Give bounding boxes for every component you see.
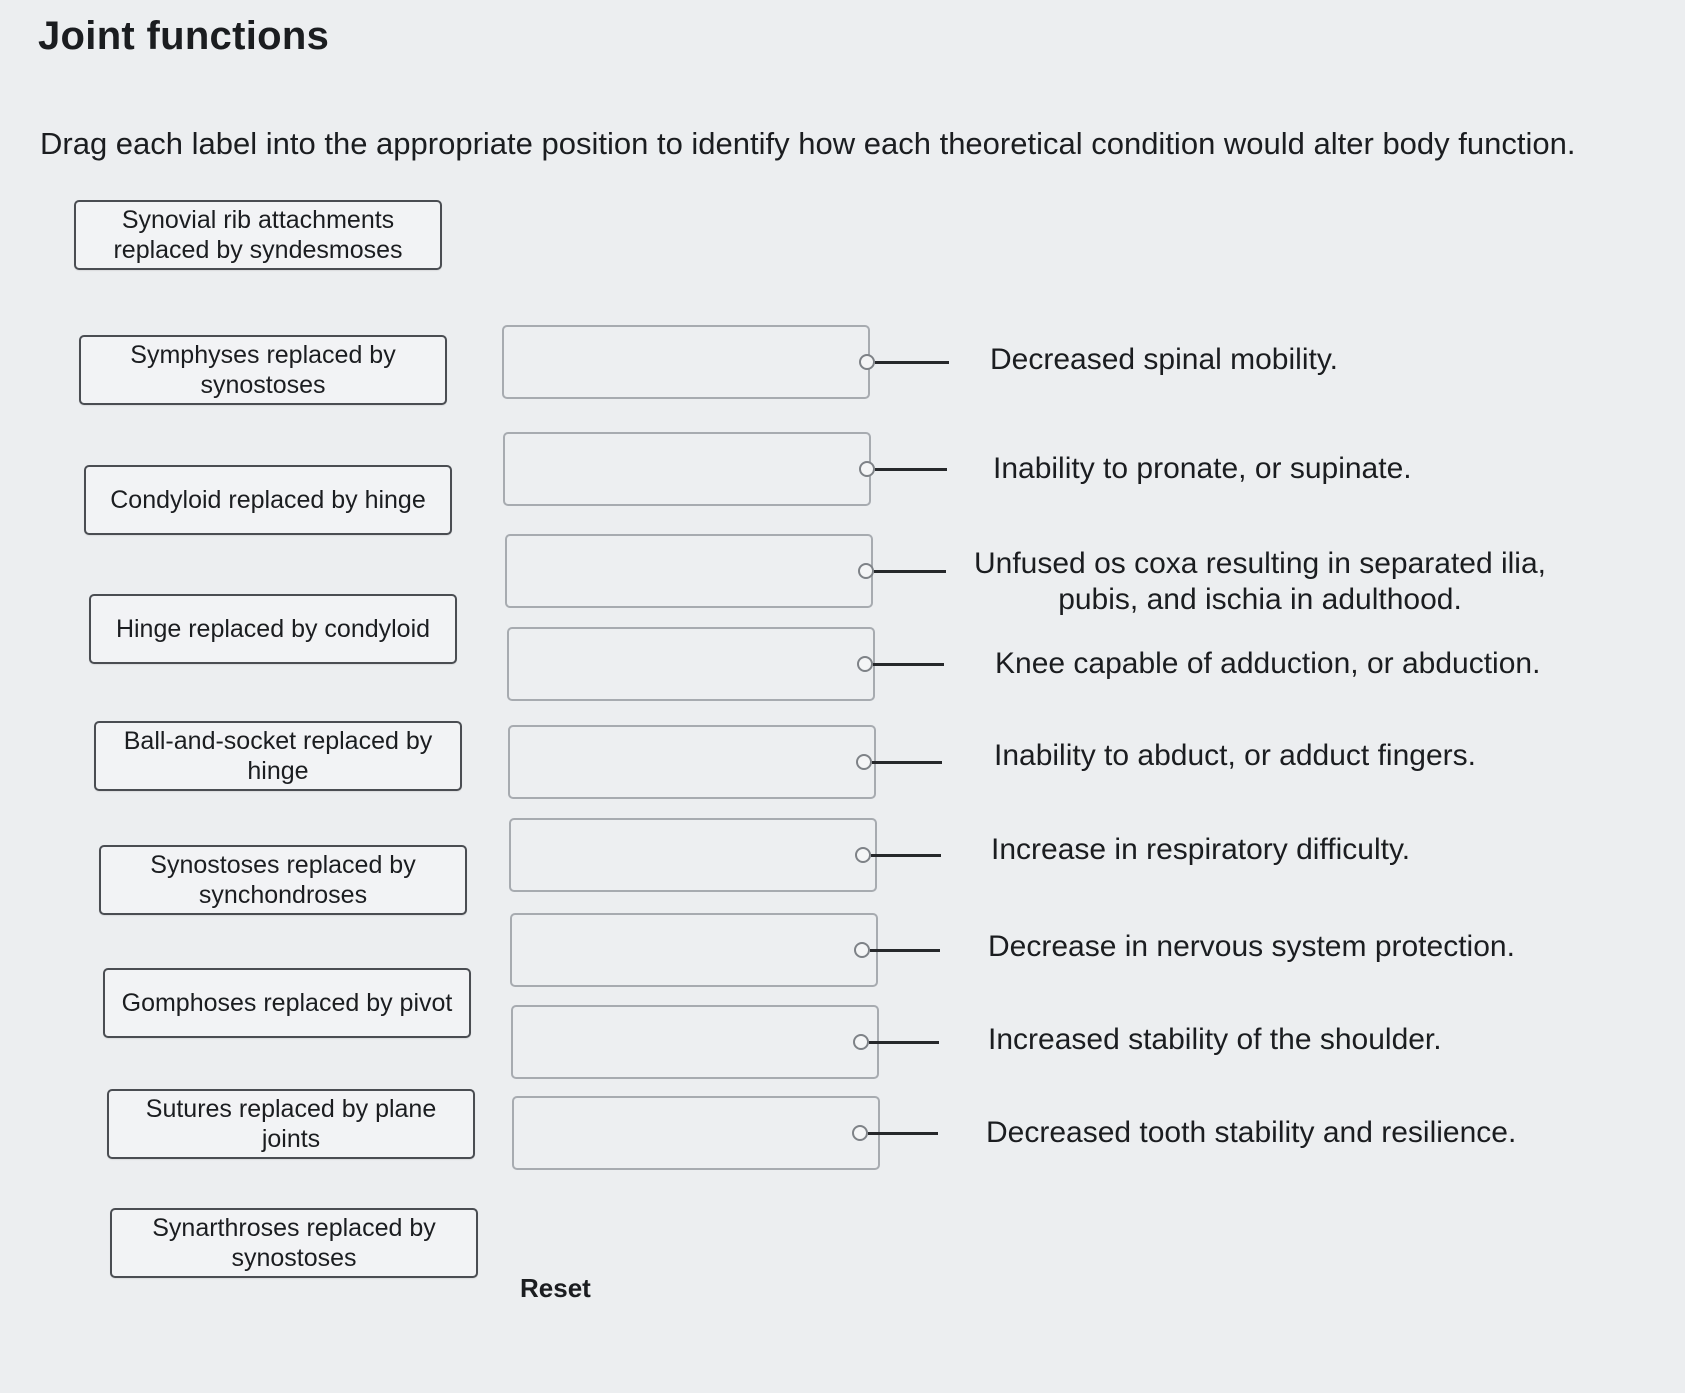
target-row — [0, 1005, 1685, 1085]
page-title: Joint functions — [38, 14, 330, 58]
target-text: Decreased tooth stability and resilience. — [986, 1116, 1517, 1149]
target-text: Knee capable of adduction, or abduction. — [995, 647, 1541, 680]
target-row — [0, 1096, 1685, 1176]
target-text: Increased stability of the shoulder. — [988, 1023, 1442, 1056]
drop-zone[interactable] — [509, 818, 877, 892]
connector-line — [869, 1041, 939, 1044]
connector-dot — [855, 847, 871, 863]
drag-label-gomphoses[interactable]: Gomphoses replaced by pivot — [103, 968, 471, 1038]
instructions-text: Drag each label into the appropriate position to identify how each theoretical condition would alter body function. — [40, 126, 1576, 161]
reset-button[interactable]: Reset — [520, 1273, 591, 1303]
connector-line — [871, 854, 941, 857]
drag-label-hinge[interactable]: Hinge replaced by condyloid — [89, 594, 457, 664]
connector-line — [868, 1132, 938, 1135]
target-text: Decreased spinal mobility. — [990, 343, 1338, 376]
drop-zone[interactable] — [508, 725, 876, 799]
drag-label-condyloid[interactable]: Condyloid replaced by hinge — [84, 465, 452, 535]
connector-dot — [853, 1034, 869, 1050]
drop-zone[interactable] — [511, 1005, 879, 1079]
drop-zone[interactable] — [505, 534, 873, 608]
connector-line — [874, 570, 946, 573]
drag-label-sutures[interactable]: Sutures replaced by plane joints — [107, 1089, 475, 1159]
target-row — [0, 818, 1685, 898]
connector-dot — [852, 1125, 868, 1141]
target-text: Unfused os coxa resulting in separated ilia, pubis, and ischia in adulthood. — [974, 547, 1546, 616]
connector-dot — [857, 656, 873, 672]
connector-line — [875, 361, 949, 364]
connector-dot — [859, 354, 875, 370]
drag-label-synostoses[interactable]: Synostoses replaced by synchondroses — [99, 845, 467, 915]
drag-label-synarthroses[interactable]: Synarthroses replaced by synostoses — [110, 1208, 478, 1278]
target-text: Increase in respiratory difficulty. — [991, 833, 1411, 866]
target-row — [0, 913, 1685, 993]
connector-dot — [858, 563, 874, 579]
target-row — [0, 325, 1685, 405]
target-text: Inability to pronate, or supinate. — [993, 452, 1412, 485]
target-row — [0, 627, 1685, 707]
target-row — [0, 432, 1685, 512]
connector-line — [873, 663, 944, 666]
drop-zone[interactable] — [512, 1096, 880, 1170]
drop-zone[interactable] — [507, 627, 875, 701]
target-text: Inability to abduct, or adduct fingers. — [994, 739, 1476, 772]
drag-label-symphyses[interactable]: Symphyses replaced by synostoses — [79, 335, 447, 405]
drop-zone[interactable] — [503, 432, 871, 506]
drop-zone[interactable] — [502, 325, 870, 399]
drop-zone[interactable] — [510, 913, 878, 987]
target-row — [0, 534, 1685, 614]
connector-dot — [854, 942, 870, 958]
drag-label-synovial-rib[interactable]: Synovial rib attachments replaced by syndesmoses — [74, 200, 442, 270]
connector-dot — [856, 754, 872, 770]
connector-dot — [859, 461, 875, 477]
drag-label-ball-and-socket[interactable]: Ball-and-socket replaced by hinge — [94, 721, 462, 791]
target-row — [0, 725, 1685, 805]
target-text: Decrease in nervous system protection. — [988, 930, 1515, 963]
connector-line — [872, 761, 942, 764]
connector-line — [870, 949, 940, 952]
connector-line — [875, 468, 947, 471]
